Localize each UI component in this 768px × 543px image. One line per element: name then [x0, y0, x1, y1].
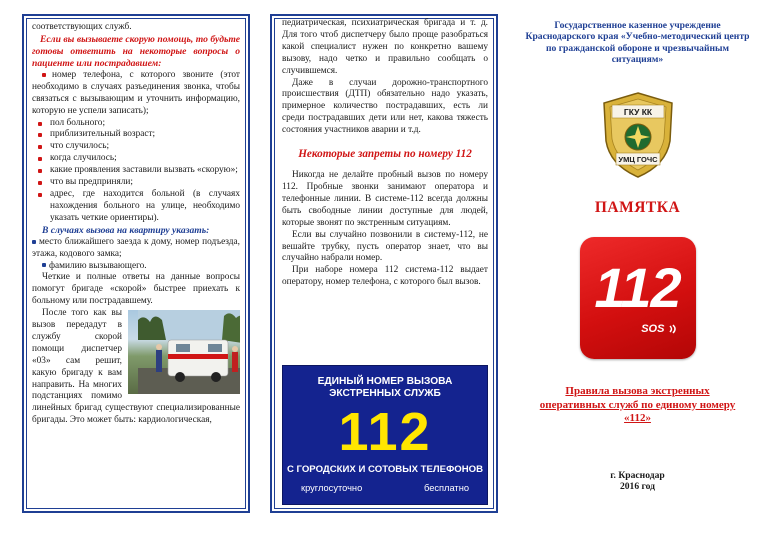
list-item [32, 165, 240, 177]
middle-panel [270, 14, 498, 513]
banner-note-free: бесплатно [423, 483, 469, 493]
bullet-icon [42, 263, 46, 267]
middle-panel-content [282, 18, 488, 289]
list-item [32, 177, 240, 189]
list-item-text: какие проявления заставили вызвать «скорую»; [50, 165, 238, 176]
list-item [32, 118, 240, 130]
prohibition-text: Если вы случайно позвонили в систему-112, не вешайте трубку, пусть оператор знает, что вы случайно набрали номер. [282, 229, 488, 264]
prep-heading: Если вы вызываете скорую помощь, то будьте готовы ответить на некоторые вопросы о пациенте или пострадавшем: [32, 33, 240, 69]
banner-note-hours: круглосуточно [301, 483, 363, 493]
emblem-graphic [598, 89, 678, 181]
rules-title-link: Правила вызова экстренных оперативных служб по единому номеру «112» [539, 385, 736, 425]
list-item [32, 189, 240, 225]
list-item-text: номер телефона, с которого звоните (этот необходимо в случаях разъединения звонка, чтобы связаться с вызывающим и уточнить информацию, которую не успели записать); [32, 69, 240, 116]
list-item-text: место ближайшего заезда к дому, номер подъезда, этажа, кодового замка; [32, 236, 240, 259]
year-label: 2016 год [619, 480, 656, 492]
organization-name: Государственное казенное учреждение Краснодарского края «Учебно-методический центр по гражданской обороне и чрезвычайным ситуациям» [525, 20, 750, 65]
city-label: г. Краснодар [610, 469, 665, 481]
dtp-text: Даже в случаи дорожно-транспортного происшествия (ДТП) обязательно надо указать, примерное количество пострадавших, есть ли среди пострадавших дети или нет, какова тяжесть состояния участников аварии и т.д. [282, 77, 488, 136]
clear-answers-text: Четкие и полные ответы на данные вопросы помогут бригаде «скорой» быстрее приехать к больному или пострадавшему. [32, 272, 240, 307]
banner-number: 112 [338, 402, 432, 462]
list-item [32, 70, 240, 118]
right-panel [520, 14, 755, 513]
emblem-bottom-label: УМЦ ГОЧС [617, 155, 658, 165]
ambulance-photo-image [138, 310, 240, 394]
emblem-top-label: ГКУ КК [623, 107, 652, 118]
bullet-icon [38, 169, 42, 173]
apartment-list [32, 237, 240, 273]
bullet-icon [32, 240, 36, 244]
phone-waves-icon [668, 323, 680, 335]
bullet-icon [38, 193, 42, 197]
logo-sos-text: SOS [641, 323, 665, 336]
logo-sos-label [641, 323, 679, 335]
left-panel-content [32, 22, 240, 427]
prohibitions-heading: Некоторые запреты по номеру 112 [298, 148, 472, 161]
bullet-icon [38, 122, 42, 126]
list-item-text: что вы предприняли; [50, 177, 133, 188]
list-item [32, 153, 240, 165]
list-item-text: когда случилось; [50, 153, 117, 164]
list-item [32, 141, 240, 153]
list-item-text: фамилию вызывающего. [49, 260, 147, 271]
bullet-icon [38, 157, 42, 161]
bullet-icon [38, 181, 42, 185]
bullet-icon [38, 133, 42, 137]
prohibition-text: При наборе номера 112 система-112 выдает оператору, номер телефона, с которого был вызов. [282, 265, 488, 288]
list-item [32, 129, 240, 141]
logo-112 [580, 237, 696, 359]
bullet-icon [38, 145, 42, 149]
list-item-text: что случилось; [50, 141, 110, 152]
apartment-heading: В случаях вызова на квартиру указать: [42, 224, 210, 236]
logo-number: 112 [594, 256, 681, 320]
patient-info-list [32, 70, 240, 225]
bullet-icon [42, 73, 46, 77]
brigades-text: педиатрическая, психиатрическая бригада и т. д. Для того чтоб диспетчеру было проще разобраться какой специалист нужен по конкретно вашему вызову, надо четко и правильно сообщать о случившемся. [282, 18, 488, 76]
emergency-number-banner [282, 365, 488, 505]
after-call-text: После того как вы вызов передадут в службу скорой помощи диспетчер «03» сам решит, какую бригаду к вам направить. На многих подстанциях помимо линейных бригад существуют специализированные бригады. Это может быть: кардиологическая, [32, 308, 240, 426]
list-item [32, 237, 240, 261]
after-call-paragraph [32, 308, 240, 427]
banner-footer [301, 483, 469, 493]
banner-subtitle: С ГОРОДСКИХ И СОТОВЫХ ТЕЛЕФОНОВ [286, 464, 484, 475]
list-item-text: пол больного; [50, 117, 106, 128]
emblem-shield-icon [598, 89, 678, 181]
list-item-text: адрес, где находится больной (в случаях нахождения больного на улице, необходимо указать четкие ориентиры). [50, 188, 240, 223]
list-item-text: приблизительный возраст; [50, 129, 156, 140]
prohibition-text: Никогда не делайте пробный вызов по номеру 112. Пробные звонки занимают оператора и телефонные линии. В системе-112 всегда должны быть свободные линии доступные для людей, которые звонят по экстренным ситуациям. [282, 170, 488, 228]
left-panel [22, 14, 250, 513]
document-title: ПАМЯТКА [594, 199, 681, 217]
banner-title: ЕДИНЫЙ НОМЕР ВЫЗОВА ЭКСТРЕННЫХ СЛУЖБ [317, 376, 453, 399]
ambulance-photo [128, 310, 240, 394]
intro-text: соответствующих служб. [32, 22, 132, 32]
list-item [32, 261, 240, 273]
